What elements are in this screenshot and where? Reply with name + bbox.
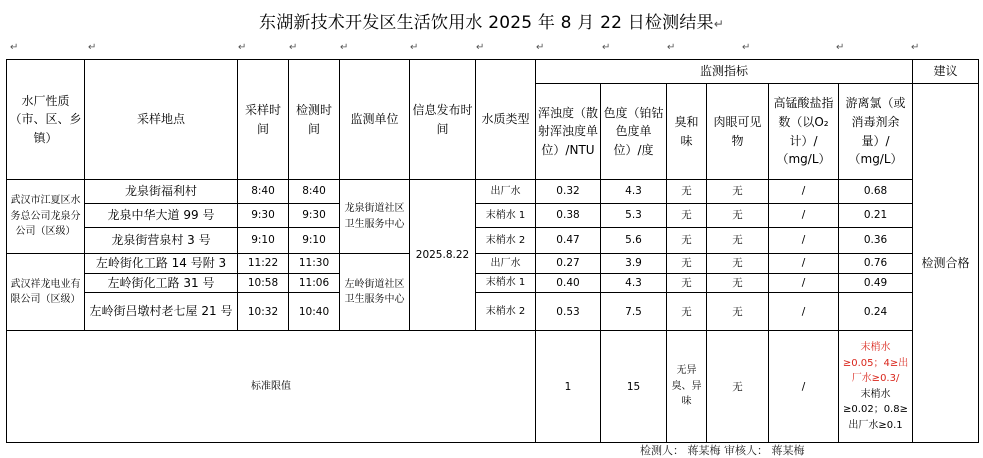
color-cell: 4.3: [601, 180, 667, 204]
chlorine-cell: 0.24: [839, 293, 913, 331]
color-cell: 5.3: [601, 204, 667, 228]
standard-turbidity-cell: 1: [536, 331, 601, 443]
header-suggestion: 建议: [913, 60, 979, 84]
site-cell: 龙泉中华大道 99 号: [85, 204, 238, 228]
header-monitor-unit: 监测单位: [340, 60, 410, 180]
header-plant-nature: 水厂性质（市、区、乡镇）: [7, 60, 85, 180]
sample-time-cell: 10:58: [238, 273, 289, 293]
turbidity-cell: 0.32: [536, 180, 601, 204]
plant-cell: 武汉市江夏区水务总公司龙泉分公司（区级）: [7, 180, 85, 254]
odor-cell: 无: [667, 254, 707, 274]
header-water-type: 水质类型: [476, 60, 536, 180]
turbidity-cell: 0.27: [536, 254, 601, 274]
odor-cell: 无: [667, 180, 707, 204]
chlorine-limit-red: 末梢水≥0.05；4≥出厂水≥0.3/: [842, 342, 909, 385]
plant-cell: 武汉祥龙电业有限公司（区级）: [7, 254, 85, 331]
visible-cell: 无: [707, 254, 769, 274]
test-time-cell: 11:30: [289, 254, 340, 274]
permanganate-cell: /: [769, 293, 839, 331]
water-type-cell: 末梢水 2: [476, 293, 536, 331]
visible-cell: 无: [707, 180, 769, 204]
paragraph-mark-row: ↵ ↵ ↵ ↵ ↵ ↵ ↵ ↵ ↵ ↵ ↵ ↵ ↵: [10, 42, 920, 53]
color-cell: 4.3: [601, 273, 667, 293]
sample-time-cell: 9:10: [238, 228, 289, 254]
standard-visible-cell: 无: [707, 331, 769, 443]
standard-color-cell: 15: [601, 331, 667, 443]
test-time-cell: 10:40: [289, 293, 340, 331]
test-time-cell: 11:06: [289, 273, 340, 293]
chlorine-cell: 0.76: [839, 254, 913, 274]
permanganate-cell: /: [769, 228, 839, 254]
site-cell: 左岭街化工路 14 号附 3: [85, 254, 238, 274]
sample-time-cell: 9:30: [238, 204, 289, 228]
header-turbidity: 浑浊度（散射浑浊度单位）/NTU: [536, 84, 601, 180]
header-sample-time: 采样时间: [238, 60, 289, 180]
color-cell: 3.9: [601, 254, 667, 274]
page-title: 东湖新技术开发区生活饮用水 2025 年 8 月 22 日检测结果↵: [259, 13, 724, 33]
site-cell: 左岭街化工路 31 号: [85, 273, 238, 293]
header-indicators-group: 监测指标: [536, 60, 913, 84]
results-table: [6, 59, 979, 443]
header-chlorine: 游离氯（或消毒剂余量）/（mg/L）: [839, 84, 913, 180]
table-row: [7, 273, 979, 293]
turbidity-cell: 0.40: [536, 273, 601, 293]
odor-cell: 无: [667, 273, 707, 293]
turbidity-cell: 0.47: [536, 228, 601, 254]
permanganate-cell: /: [769, 273, 839, 293]
test-time-cell: 8:40: [289, 180, 340, 204]
water-type-cell: 出厂水: [476, 180, 536, 204]
chlorine-cell: 0.49: [839, 273, 913, 293]
water-type-cell: 末梢水 1: [476, 273, 536, 293]
standard-chlorine-cell: [839, 331, 913, 443]
header-sample-site: 采样地点: [85, 60, 238, 180]
header-odor: 臭和味: [667, 84, 707, 180]
sample-time-cell: 8:40: [238, 180, 289, 204]
unit-cell: 左岭街道社区卫生服务中心: [340, 254, 410, 331]
signature-line: 检测人： 蒋某梅 审核人： 蒋某梅: [640, 444, 805, 457]
visible-cell: 无: [707, 228, 769, 254]
header-visible: 肉眼可见物: [707, 84, 769, 180]
sample-time-cell: 11:22: [238, 254, 289, 274]
permanganate-cell: /: [769, 254, 839, 274]
turbidity-cell: 0.53: [536, 293, 601, 331]
publish-date-cell: 2025.8.22: [410, 180, 476, 331]
water-type-cell: 末梢水 2: [476, 228, 536, 254]
odor-cell: 无: [667, 228, 707, 254]
sample-time-cell: 10:32: [238, 293, 289, 331]
permanganate-cell: /: [769, 204, 839, 228]
test-time-cell: 9:10: [289, 228, 340, 254]
odor-cell: 无: [667, 204, 707, 228]
standard-label-cell: 标准限值: [7, 331, 536, 443]
color-cell: 5.6: [601, 228, 667, 254]
site-cell: 左岭街吕墩村老七屋 21 号: [85, 293, 238, 331]
chlorine-cell: 0.68: [839, 180, 913, 204]
standard-permanganate-cell: /: [769, 331, 839, 443]
color-cell: 7.5: [601, 293, 667, 331]
test-time-cell: 9:30: [289, 204, 340, 228]
header-color: 色度（铂钴色度单位）/度: [601, 84, 667, 180]
turbidity-cell: 0.38: [536, 204, 601, 228]
table-row: [7, 254, 979, 274]
chlorine-cell: 0.21: [839, 204, 913, 228]
header-permanganate: 高锰酸盐指数（以O₂计）/（mg/L）: [769, 84, 839, 180]
header-test-time: 检测时间: [289, 60, 340, 180]
site-cell: 龙泉街营泉村 3 号: [85, 228, 238, 254]
odor-cell: 无: [667, 293, 707, 331]
standard-odor-cell: 无异臭、异味: [667, 331, 707, 443]
visible-cell: 无: [707, 204, 769, 228]
water-type-cell: 末梢水 1: [476, 204, 536, 228]
visible-cell: 无: [707, 273, 769, 293]
site-cell: 龙泉街福利村: [85, 180, 238, 204]
table-row: [7, 228, 979, 254]
water-type-cell: 出厂水: [476, 254, 536, 274]
chlorine-limit-black: 末梢水≥0.02；0.8≥出厂水≥0.1: [843, 388, 908, 431]
suggestion-cell: 检测合格: [913, 84, 979, 443]
permanganate-cell: /: [769, 180, 839, 204]
table-row: [7, 204, 979, 228]
chlorine-cell: 0.36: [839, 228, 913, 254]
unit-cell: 龙泉街道社区卫生服务中心: [340, 180, 410, 254]
table-row: [7, 293, 979, 331]
header-publish-time: 信息发布时间: [410, 60, 476, 180]
table-row: [7, 180, 979, 204]
visible-cell: 无: [707, 293, 769, 331]
standard-row: [7, 331, 979, 443]
